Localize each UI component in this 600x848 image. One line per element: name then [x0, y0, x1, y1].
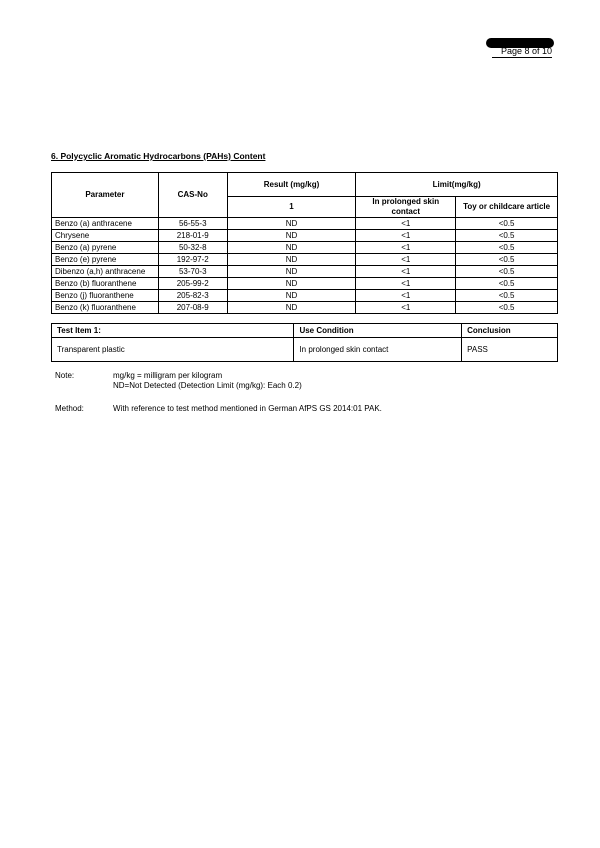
cell-result: ND — [227, 254, 356, 266]
cell-cas: 218-01-9 — [158, 230, 227, 242]
cell-limit-toy: <0.5 — [456, 290, 558, 302]
cell-result: ND — [227, 230, 356, 242]
cell-conclusion: PASS — [462, 338, 558, 362]
table-row — [52, 218, 558, 230]
header-result: Result (mg/kg) — [227, 173, 356, 197]
table-row — [52, 278, 558, 290]
cell-cas: 56-55-3 — [158, 218, 227, 230]
table-row — [52, 290, 558, 302]
cell-limit-prolonged: <1 — [356, 266, 456, 278]
cell-limit-prolonged: <1 — [356, 230, 456, 242]
header-conclusion: Conclusion — [462, 324, 558, 338]
cell-result: ND — [227, 218, 356, 230]
cell-parameter: Benzo (k) fluoranthene — [52, 302, 159, 314]
method-text: With reference to test method mentioned in German AfPS GS 2014:01 PAK. — [113, 404, 382, 413]
cell-parameter: Benzo (a) anthracene — [52, 218, 159, 230]
cell-parameter: Chrysene — [52, 230, 159, 242]
cell-limit-toy: <0.5 — [456, 302, 558, 314]
cell-test-item: Transparent plastic — [52, 338, 294, 362]
method-row — [55, 404, 382, 414]
cell-parameter: Dibenzo (a,h) anthracene — [52, 266, 159, 278]
cell-result: ND — [227, 278, 356, 290]
cell-cas: 53-70-3 — [158, 266, 227, 278]
cell-cas: 50-32-8 — [158, 242, 227, 254]
cell-limit-toy: <0.5 — [456, 218, 558, 230]
cell-result: ND — [227, 290, 356, 302]
header-cas-no: CAS-No — [158, 173, 227, 218]
method-label: Method: — [55, 404, 84, 413]
header-result-sample: 1 — [227, 197, 356, 218]
pah-results-table — [51, 172, 558, 314]
header-parameter: Parameter — [52, 173, 159, 218]
cell-limit-prolonged: <1 — [356, 290, 456, 302]
cell-parameter: Benzo (a) pyrene — [52, 242, 159, 254]
note-line: mg/kg = milligram per kilogram — [113, 371, 223, 380]
table-row — [52, 242, 558, 254]
note-line: ND=Not Detected (Detection Limit (mg/kg): Each 0.2) — [113, 381, 302, 390]
cell-cas: 205-82-3 — [158, 290, 227, 302]
note-label: Note: — [55, 371, 75, 380]
cell-parameter: Benzo (j) fluoranthene — [52, 290, 159, 302]
cell-limit-prolonged: <1 — [356, 242, 456, 254]
cell-result: ND — [227, 302, 356, 314]
cell-cas: 205-99-2 — [158, 278, 227, 290]
cell-use-condition: In prolonged skin contact — [294, 338, 462, 362]
cell-parameter: Benzo (b) fluoranthene — [52, 278, 159, 290]
cell-limit-toy: <0.5 — [456, 242, 558, 254]
notes-section — [55, 371, 382, 414]
table-row — [52, 230, 558, 242]
cell-limit-toy: <0.5 — [456, 254, 558, 266]
cell-cas: 207-08-9 — [158, 302, 227, 314]
cell-parameter: Benzo (e) pyrene — [52, 254, 159, 266]
table-row — [52, 254, 558, 266]
section-title: 6. Polycyclic Aromatic Hydrocarbons (PAHs) Content — [51, 151, 266, 161]
cell-limit-prolonged: <1 — [356, 218, 456, 230]
table-row — [52, 338, 558, 362]
cell-cas: 192-97-2 — [158, 254, 227, 266]
header-test-item: Test Item 1: — [52, 324, 294, 338]
test-item-table — [51, 323, 558, 362]
header-limit: Limit(mg/kg) — [356, 173, 558, 197]
page-number: Page 8 of 10 — [492, 46, 552, 58]
cell-limit-prolonged: <1 — [356, 278, 456, 290]
cell-limit-prolonged: <1 — [356, 254, 456, 266]
cell-limit-toy: <0.5 — [456, 230, 558, 242]
cell-limit-prolonged: <1 — [356, 302, 456, 314]
cell-limit-toy: <0.5 — [456, 278, 558, 290]
cell-result: ND — [227, 242, 356, 254]
cell-result: ND — [227, 266, 356, 278]
header-limit-toy: Toy or childcare article — [456, 197, 558, 218]
note-body — [113, 371, 302, 391]
header-limit-prolonged: In prolonged skin contact — [356, 197, 456, 218]
note-row — [55, 371, 382, 391]
header-use-condition: Use Condition — [294, 324, 462, 338]
table-row — [52, 266, 558, 278]
table-row — [52, 302, 558, 314]
cell-limit-toy: <0.5 — [456, 266, 558, 278]
